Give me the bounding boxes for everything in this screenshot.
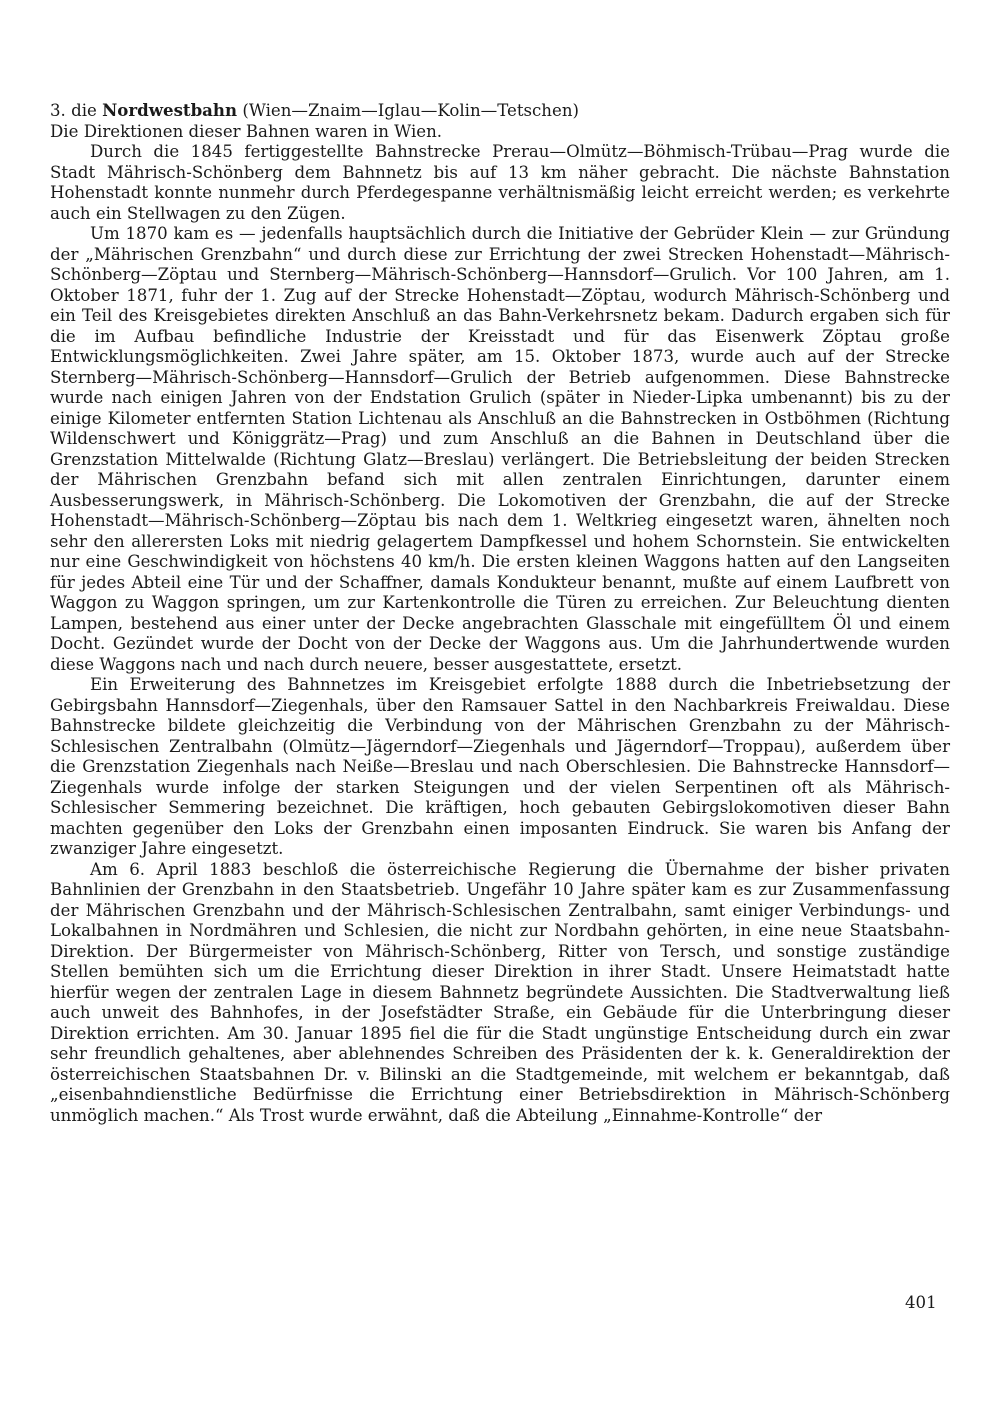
list-item-number: 3. die (50, 101, 97, 120)
list-item-title: Nordwestbahn (102, 100, 238, 120)
paragraph: Am 6. April 1883 beschloß die österreichische Regierung die Übernahme der bisher privaten Bahnlinien der Grenzbahn in den Staatsbetrieb. Ungefähr 10 Jahre später kam es zur Zusammenfassung der Mährischen Grenzbahn und der Mährisch-Schlesischen Zentralbahn, samt einiger Verbindungs- und Lokalbahnen in Nordmähren und Schlesien, die nicht zur Nordbahn gehörten, in eine neue Staatsbahn-Direktion. Der Bürgermeister von Mährisch-Schönberg, Ritter von Tersch, und sonstige zuständige Stellen bemühten sich um die Errichtung dieser Direktion in ihrer Stadt. Unsere Heimatstadt hatte hierfür wegen der zentralen Lage in diesem Bahnnetz begründete Aussichten. Die Stadtverwaltung ließ auch unweit des Bahnhofes, in der Josefstädter Straße, ein Gebäude für die Unterbringung dieser Direktion errichten. Am 30. Januar 1895 fiel die für die Stadt ungünstige Entscheidung durch ein zwar sehr freundlich gehaltenes, aber ablehnendes Schreiben des Präsidenten der k. k. Generaldirektion der österreichischen Staatsbahnen Dr. v. Bilinski an die Stadtgemeinde, mit welchem er bekanntgab, daß „eisenbahndienstliche Bedürfnisse die Errichtung einer Betriebsdirektion in Mährisch-Schönberg unmöglich machen.“ Als Trost wurde erwähnt, daß die Abteilung „Einnahme-Kontrolle“ der (50, 859, 950, 1125)
page-number: 401 (905, 1293, 937, 1312)
page-body (50, 100, 950, 1126)
paragraph: Um 1870 kam es — jedenfalls hauptsächlich durch die Initiative der Gebrüder Klein — zur Gründung der „Mährischen Grenzbahn“ und durch diese zur Errichtung der zwei Strecken Hohenstadt—Mährisch-Schönberg—Zöptau und Sternberg—Mährisch-Schönberg—Hannsdorf—Grulich. Vor 100 Jahren, am 1. Oktober 1871, fuhr der 1. Zug auf der Strecke Hohenstadt—Zöptau, wodurch Mährisch-Schönberg und ein Teil des Kreisgebietes direkten Anschluß an das Bahn-Verkehrsnetz bekam. Dadurch ergaben sich für die im Aufbau befindliche Industrie der Kreisstadt und für das Eisenwerk Zöptau große Entwicklungsmöglichkeiten. Zwei Jahre später, am 15. Oktober 1873, wurde auch auf der Strecke Sternberg—Mährisch-Schönberg—Hannsdorf—Grulich der Betrieb aufgenommen. Diese Bahnstrecke wurde nach einigen Jahren von der Endstation Grulich (später in Nieder-Lipka umbenannt) bis zu der einige Kilometer entfernten Station Lichtenau als Anschluß an die Bahnstrecken in Ostböhmen (Richtung Wildenschwert und Königgrätz—Prag) und zum Anschluß an die Bahnen in Deutschland über die Grenzstation Mittelwalde (Richtung Glatz—Breslau) verlängert. Die Betriebsleitung der beiden Strecken der Mährischen Grenzbahn befand sich mit allen zentralen Einrichtungen, darunter einem Ausbesserungswerk, in Mährisch-Schönberg. Die Lokomotiven der Grenzbahn, die auf der Strecke Hohenstadt—Mährisch-Schönberg—Zöptau bis nach dem 1. Weltkrieg eingesetzt waren, ähnelten noch sehr den allerersten Loks mit niedrig gelagertem Dampfkessel und hohem Schornstein. Sie entwickelten nur eine Geschwindigkeit von höchstens 40 km/h. Die ersten kleinen Waggons hatten auf den Langseiten für jedes Abteil eine Tür und der Schaffner, damals Kondukteur benannt, mußte auf einem Laufbrett von Waggon zu Waggon springen, um zur Kartenkontrolle die Türen zu erreichen. Zur Beleuchtung dienten Lampen, bestehend aus einer unter der Decke angebrachten Glasschale mit eingefülltem Öl und einem Docht. Gezündet wurde der Docht von der Decke der Waggons aus. Um die Jahrhundertwende wurden diese Waggons nach und nach durch neuere, besser ausgestattete, ersetzt. (50, 224, 950, 674)
list-item-route: (Wien—Znaim—Iglau—Kolin—Tetschen) (242, 101, 579, 120)
list-item-nordwestbahn (50, 100, 950, 122)
paragraph: Ein Erweiterung des Bahnnetzes im Kreisgebiet erfolgte 1888 durch die Inbetriebsetzung der Gebirgsbahn Hannsdorf—Ziegenhals, über den Ramsauer Sattel in den Nachbarkreis Freiwaldau. Diese Bahnstrecke bildete gleichzeitig die Verbindung von der Mährischen Grenzbahn zu der Mährisch-Schlesischen Zentralbahn (Olmütz—Jägerndorf—Ziegenhals und Jägerndorf—Troppau), außerdem über die Grenzstation Ziegenhals nach Neiße—Breslau und nach Oberschlesien. Die Bahnstrecke Hannsdorf—Ziegenhals wurde infolge der starken Steigungen und der vielen Serpentinen oft als Mährisch-Schlesischer Semmering bezeichnet. Die kräftigen, hoch gebauten Gebirgslokomotiven dieser Bahn machten gegenüber den Loks der Grenzbahn einen imposanten Eindruck. Sie waren bis Anfang der zwanziger Jahre eingesetzt. (50, 675, 950, 858)
main-text (50, 100, 950, 1126)
direktionen-line: Die Direktionen dieser Bahnen waren in Wien. (50, 121, 443, 141)
paragraph: Durch die 1845 fertiggestellte Bahnstrecke Prerau—Olmütz—Böhmisch-Trübau—Prag wurde die Stadt Mährisch-Schönberg dem Bahnnetz bis auf 13 km näher gebracht. Die nächste Bahnstation Hohenstadt konnte nunmehr durch Pferdegespanne verhältnismäßig leicht erreicht werden; es verkehrte auch ein Stellwagen zu den Zügen. (50, 142, 950, 223)
